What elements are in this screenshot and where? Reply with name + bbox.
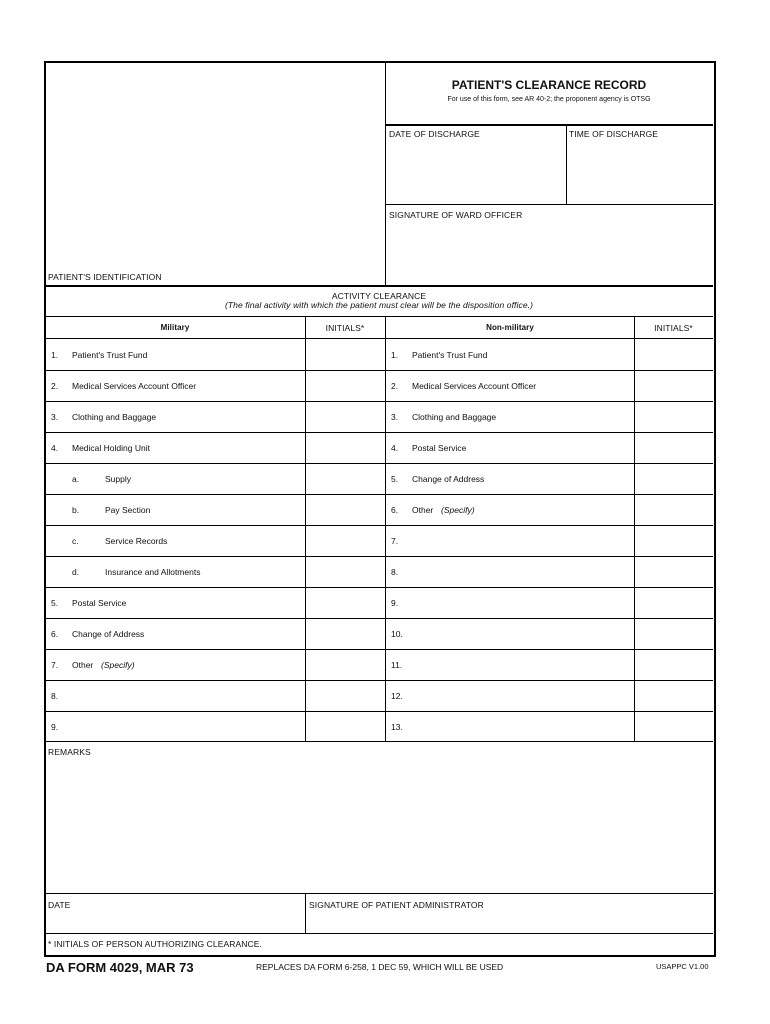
nonmilitary-row-number: 13. [391,722,403,732]
military-row-number: 8. [51,691,59,701]
nonmilitary-row-number: 11. [391,660,403,670]
military-row-label: Postal Service [72,598,127,608]
nonmilitary-row-number: 7. [391,536,399,546]
military-initials-cell[interactable] [306,340,384,370]
military-row-number: 4. [51,443,59,453]
date-field[interactable] [46,895,304,933]
patient-identification-label: PATIENT'S IDENTIFICATION [48,272,162,282]
nonmilitary-initials-cell[interactable] [635,371,712,401]
military-initials-cell[interactable] [306,681,384,711]
center-divider [385,317,386,742]
nonmilitary-row-number: 9. [391,598,399,608]
nonmilitary-row-number: 12. [391,691,403,701]
military-initials-cell[interactable] [306,588,384,618]
nonmilitary-initials-cell[interactable] [635,402,712,432]
nonmilitary-row-label: Clothing and Baggage [412,412,497,422]
military-row-label: Medical Services Account Officer [72,381,197,391]
military-row-number: 9. [51,722,59,732]
nonmilitary-initials-cell[interactable] [635,557,712,587]
version-label: USAPPC V1.00 [656,962,709,971]
initials-header-right: INITIALS* [654,323,693,333]
military-row-number: 3. [51,412,59,422]
date-of-discharge-label: DATE OF DISCHARGE [389,129,480,139]
discharge-bottom-rule [386,204,713,205]
nonmilitary-row-number: 10. [391,629,403,639]
military-row-label: Medical Holding Unit [72,443,150,453]
signature-administrator-label: SIGNATURE OF PATIENT ADMINISTRATOR [309,900,484,910]
military-row-label: Clothing and Baggage [72,412,157,422]
header-bottom-rule [45,285,713,287]
military-initials-cell[interactable] [306,526,384,556]
nonmilitary-initials-cell[interactable] [635,619,712,649]
military-row-number: c. [72,536,79,546]
nonmilitary-row-number: 4. [391,443,399,453]
form-title: PATIENT'S CLEARANCE RECORD [451,78,647,92]
nonmilitary-header: Non-military [486,323,534,332]
military-row-number: 1. [51,350,59,360]
nonmilitary-row-number: 5. [391,474,399,484]
nonmilitary-initials-cell[interactable] [635,588,712,618]
military-initials-cell[interactable] [306,464,384,494]
military-initials-cell[interactable] [306,402,384,432]
nonmilitary-row-label: Medical Services Account Officer [412,381,537,391]
nonmilitary-initials-cell[interactable] [635,681,712,711]
military-row-label: Other [72,660,94,670]
military-initials-cell[interactable] [306,650,384,680]
nonmilitary-row-number: 8. [391,567,399,577]
nonmilitary-row-number: 3. [391,412,399,422]
footnote: * INITIALS OF PERSON AUTHORIZING CLEARANCE. [48,939,263,949]
military-row-number: 2. [51,381,59,391]
remarks-bottom-rule [45,893,713,894]
military-row-specify: (Specify) [101,660,135,670]
military-initials-cell[interactable] [306,371,384,401]
remarks-label: REMARKS [48,747,91,757]
military-row-label: Service Records [105,536,168,546]
date-label: DATE [48,900,71,910]
nonmilitary-row-label: Postal Service [412,443,467,453]
column-header-rule [45,338,713,339]
activity-clearance-label: ACTIVITY CLEARANCE [331,291,427,301]
nonmilitary-row-number: 1. [391,350,399,360]
nonmilitary-row-label: Other [412,505,434,515]
signature-ward-officer-label: SIGNATURE OF WARD OFFICER [389,210,523,220]
military-row-label: Supply [105,474,131,484]
military-row-number: d. [72,567,80,577]
form-subtitle: For use of this form, see AR 40-2; the proponent agency is OTSG [447,96,651,103]
nonmilitary-row-number: 6. [391,505,399,515]
military-row-label: Insurance and Allotments [105,567,201,577]
military-row-number: b. [72,505,80,515]
military-row-label: Change of Address [72,629,145,639]
military-header: Military [160,323,190,332]
military-row-number: a. [72,474,80,484]
military-row-number: 7. [51,660,59,670]
military-initials-cell[interactable] [306,557,384,587]
military-initials-cell[interactable] [306,619,384,649]
activity-heading-rule [45,316,713,317]
military-row-number: 5. [51,598,59,608]
form-number: DA FORM 4029, MAR 73 [46,960,194,975]
nonmilitary-initials-cell[interactable] [635,495,712,525]
nonmilitary-initials-cell[interactable] [635,464,712,494]
military-initials-cell[interactable] [306,712,384,742]
activity-clearance-note: (The final activity with which the patient must clear will be the disposition office.) [224,300,534,310]
nonmilitary-initials-cell[interactable] [635,526,712,556]
time-of-discharge-label: TIME OF DISCHARGE [569,129,659,139]
military-initials-cell[interactable] [306,495,384,525]
footnote-top-rule [45,933,713,934]
nonmilitary-row-label: Change of Address [412,474,485,484]
military-row-label: Pay Section [105,505,151,515]
nonmilitary-row-label: Patient's Trust Fund [412,350,488,360]
nonmilitary-row-specify: (Specify) [441,505,475,515]
military-row-number: 6. [51,629,59,639]
date-signature-divider [305,894,306,934]
remarks-field[interactable] [46,743,712,893]
discharge-divider [566,125,567,205]
nonmilitary-row-number: 2. [391,381,399,391]
patient-identification-field[interactable] [46,64,384,284]
nonmilitary-initials-cell[interactable] [635,433,712,463]
nonmilitary-initials-cell[interactable] [635,650,712,680]
military-row-label: Patient's Trust Fund [72,350,148,360]
replaces-note: REPLACES DA FORM 6-258, 1 DEC 59, WHICH WILL BE USED [256,962,504,972]
nonmilitary-initials-cell[interactable] [635,712,712,742]
military-initials-cell[interactable] [306,433,384,463]
nonmilitary-initials-cell[interactable] [635,340,712,370]
initials-header-left: INITIALS* [325,323,365,333]
